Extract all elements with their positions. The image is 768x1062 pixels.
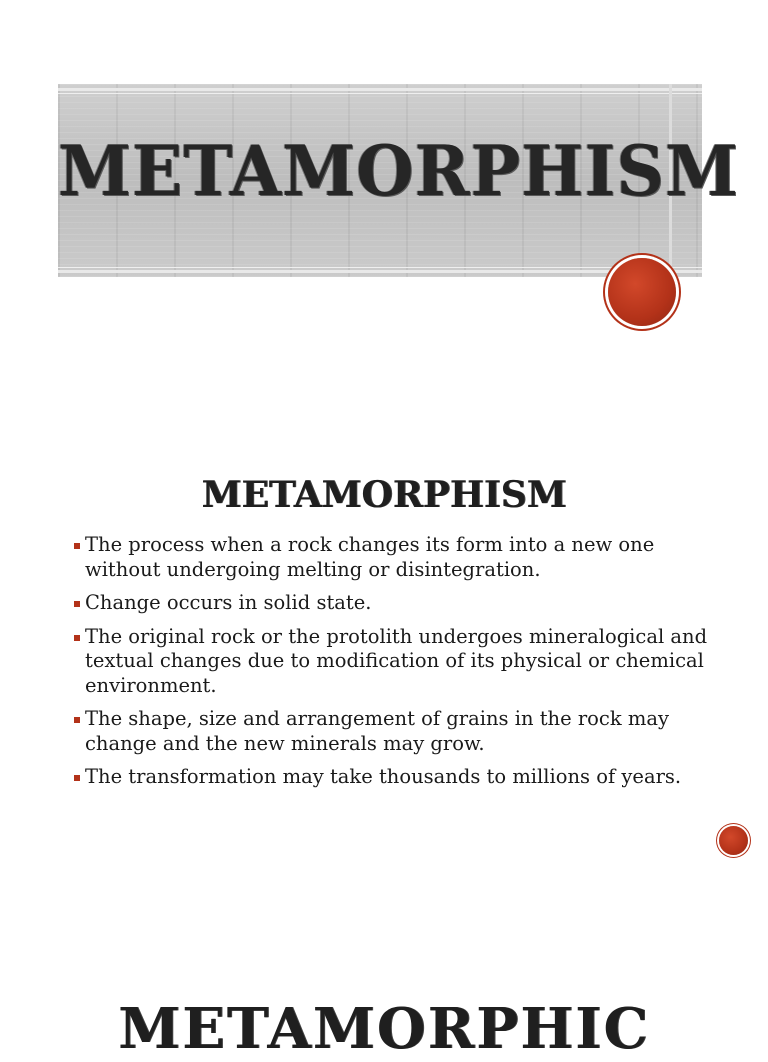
banner-stripe xyxy=(58,93,702,94)
bullet-text: The transformation may take thousands to millions of years. xyxy=(85,765,682,788)
bullet-item xyxy=(74,591,714,616)
slide-title: METAMORPHISM xyxy=(58,130,740,212)
square-bullet-icon xyxy=(74,717,80,723)
square-bullet-icon xyxy=(74,775,80,781)
accent-circle-icon xyxy=(608,258,676,326)
bullet-item xyxy=(74,625,714,699)
square-bullet-icon xyxy=(74,601,80,607)
bullet-text: The process when a rock changes its form into a new one without undergoing melting or disintegration. xyxy=(85,533,655,581)
bullet-text: The original rock or the protolith undergoes mineralogical and textual changes due to modification of its physical or chemical environment. xyxy=(85,624,708,697)
bullet-list xyxy=(74,533,714,799)
bullet-item xyxy=(74,707,714,756)
banner-stripe xyxy=(58,88,702,91)
next-slide-heading: METAMORPHIC xyxy=(118,996,650,1062)
slide-heading: METAMORPHISM xyxy=(201,474,567,516)
bullet-item xyxy=(74,533,714,582)
bullet-item xyxy=(74,765,714,790)
square-bullet-icon xyxy=(74,635,80,641)
banner-stripe xyxy=(58,270,702,273)
title-banner xyxy=(58,84,740,277)
banner-stripe xyxy=(58,267,702,268)
bullet-text: The shape, size and arrangement of grains in the rock may change and the new minerals may grow. xyxy=(85,707,669,755)
bullet-text: Change occurs in solid state. xyxy=(85,591,372,614)
accent-circle-icon xyxy=(719,826,748,855)
square-bullet-icon xyxy=(74,543,80,549)
